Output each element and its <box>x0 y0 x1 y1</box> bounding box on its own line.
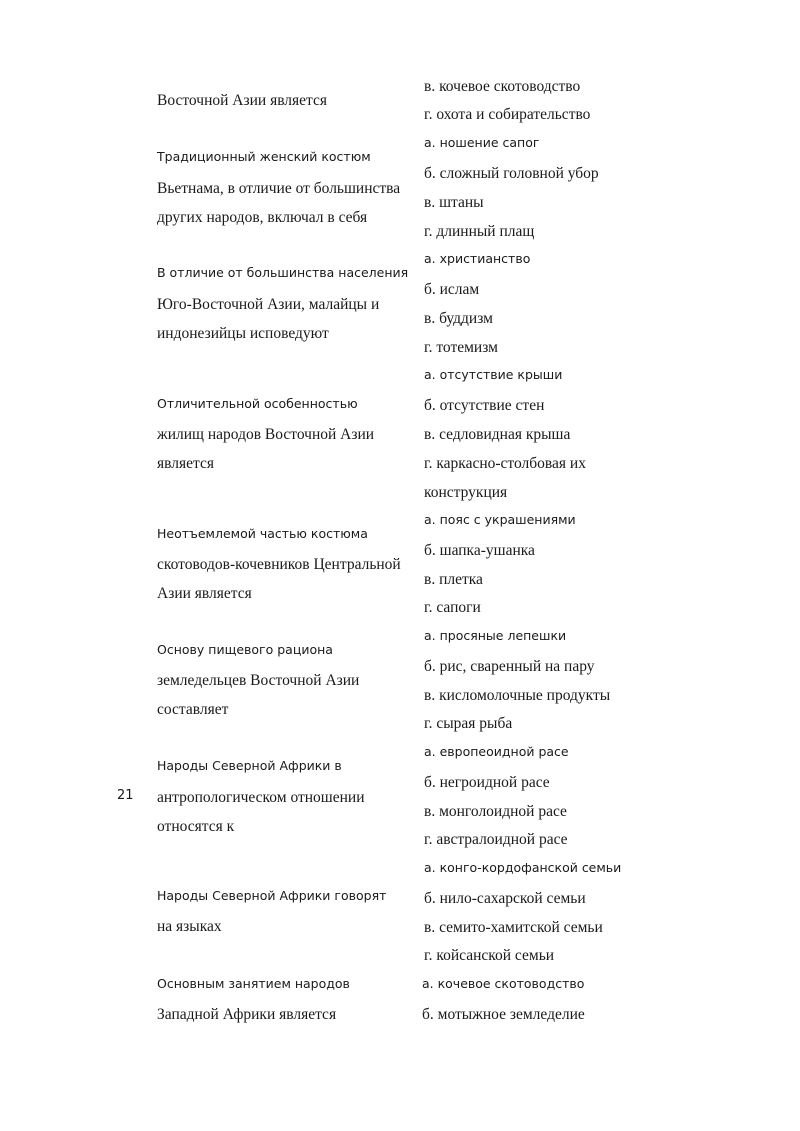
answer-option: а. европеоидной расе <box>424 744 569 759</box>
answer-option: в. седловидная крыша <box>424 426 571 443</box>
answer-option: б. мотыжное земледелие <box>422 1006 585 1023</box>
question-text-line: составляет <box>157 701 229 718</box>
question-text-line: Отличительной особенностью <box>157 396 358 411</box>
question-text-line: земледельцев Восточной Азии <box>157 672 360 689</box>
question-text-line: Народы Северной Африки говорят <box>157 888 387 903</box>
question-text-line: антропологическом отношении <box>157 789 365 806</box>
question-text-line: жилищ народов Восточной Азии <box>157 426 375 443</box>
question-text-line: Восточной Азии является <box>157 92 328 109</box>
answer-option: г. каркасно-столбовая их <box>424 455 586 472</box>
answer-option: г. сапоги <box>424 599 481 616</box>
answer-option: в. семито-хамитской семьи <box>424 919 603 936</box>
question-text-line: Западной Африки является <box>157 1006 337 1023</box>
answer-option: в. плетка <box>424 571 483 588</box>
question-text-line: Азии является <box>157 585 252 602</box>
question-text-line: на языках <box>157 918 222 935</box>
page-number: 21 <box>117 788 134 803</box>
question-text-line: скотоводов-кочевников Центральной <box>157 556 401 573</box>
answer-option: г. сырая рыба <box>424 715 513 732</box>
answer-option: г. длинный плащ <box>424 223 535 240</box>
question-text-line: является <box>157 455 214 472</box>
answer-option: г. охота и собирательство <box>424 106 591 123</box>
question-text-line: индонезийцы исповедуют <box>157 325 329 342</box>
answer-option: в. буддизм <box>424 310 493 327</box>
answer-option-continuation: конструкция <box>424 484 508 501</box>
answer-option: в. штаны <box>424 194 484 211</box>
answer-option: а. пояс с украшениями <box>424 512 576 527</box>
answer-option: г. австралоидной расе <box>424 831 568 848</box>
question-text-line: других народов, включал в себя <box>157 209 368 226</box>
answer-option: б. сложный головной убор <box>424 165 599 182</box>
question-text-line: относятся к <box>157 818 235 835</box>
answer-option: в. кисломолочные продукты <box>424 687 611 704</box>
answer-option: а. христианство <box>424 251 531 266</box>
answer-option: б. отсутствие стен <box>424 397 545 414</box>
question-text-line: Вьетнама, в отличие от большинства <box>157 180 401 197</box>
answer-option: в. кочевое скотоводство <box>424 78 581 95</box>
answer-option: а. ношение сапог <box>424 135 540 150</box>
question-text-line: В отличие от большинства населения <box>157 265 409 280</box>
question-text-line: Юго-Восточной Азии, малайцы и <box>157 296 380 313</box>
answer-option: а. кочевое скотоводство <box>422 976 585 991</box>
answer-option: а. конго-кордофанской семьи <box>424 860 622 875</box>
answer-option: г. койсанской семьи <box>424 947 555 964</box>
question-text-line: Неотъемлемой частью костюма <box>157 526 368 541</box>
answer-option: а. просяные лепешки <box>424 628 567 643</box>
answer-option: а. отсутствие крыши <box>424 367 563 382</box>
question-text-line: Народы Северной Африки в <box>157 758 342 773</box>
answer-option: г. тотемизм <box>424 339 498 356</box>
answer-option: б. нило-сахарской семьи <box>424 890 586 907</box>
answer-option: б. негроидной расе <box>424 774 550 791</box>
question-text-line: Основным занятием народов <box>157 976 350 991</box>
question-text-line: Основу пищевого рациона <box>157 642 333 657</box>
answer-option: б. шапка-ушанка <box>424 542 535 559</box>
answer-option: в. монголоидной расе <box>424 803 567 820</box>
answer-option: б. ислам <box>424 281 480 298</box>
answer-option: б. рис, сваренный на пару <box>424 658 595 675</box>
question-text-line: Традиционный женский костюм <box>157 149 371 164</box>
